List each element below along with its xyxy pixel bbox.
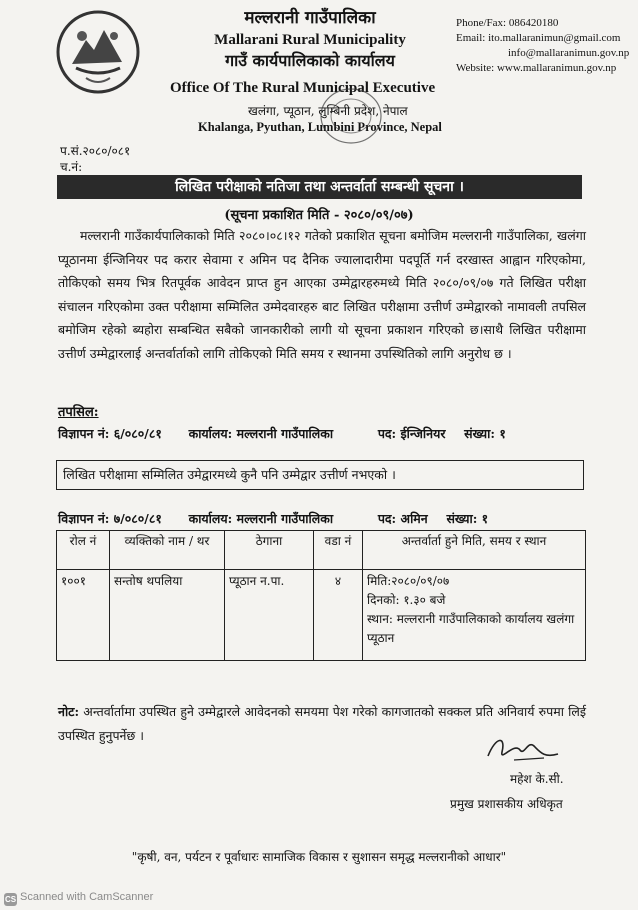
cell-address: प्यूठान न.पा.: [225, 570, 314, 661]
col-address: ठेगाना: [225, 531, 314, 570]
vacancy-1-office: कार्यालय: मल्लरानी गाउँपालिका: [188, 426, 334, 441]
chalani-number: च.नं:: [60, 160, 83, 174]
vacancy-1-result: लिखित परीक्षामा सम्मिलित उमेद्वारमध्ये कुनै पनि उम्मेद्वार उत्तीर्ण नभएको ।: [56, 460, 584, 490]
vacancy-1-info: [58, 425, 506, 442]
header-titles: [150, 6, 470, 72]
cell-interview: [363, 570, 586, 661]
result-table: [56, 530, 586, 661]
vacancy-2-no: विज्ञापन नं: ७/०८०/८१: [58, 511, 162, 526]
vacancy-2-count: संख्या: १: [446, 511, 489, 526]
vacancy-2-info: [58, 510, 488, 527]
patra-sankhya: प.सं.२०८०/०८१: [60, 144, 131, 158]
email-primary: Email: ito.mallaranimun@gmail.com: [456, 32, 621, 44]
signatory-post: प्रमुख प्रशासकीय अधिकृत: [450, 797, 563, 811]
notice-body: मल्लरानी गाउँकार्यपालिकाको मिति २०८०।०८।१२ गतेको प्रकाशित सूचना बमोजिम मल्लरानी गाउँपालिका, खलंगा प्यूठानमा ईन्जिनियर पद करार सेवामा र अमिन पद दैनिक ज्यालादारीमा पदपूर्ति गर्न दरखास्त आह्वान गरिएकोमा, तोकिएको समय भित्र रितपूर्वक आवेदन प्राप्त हुन आएका उम्मेद्वारहरुमध्ये मिति २०८०/०९/०७ गते लिखित परीक्षा संचालन गरिएकोमा उक्त परीक्षामा सम्मिलित उम्मेदवारहरु बाट लिखित परीक्षामा उत्तीर्ण उम्मेद्वारको नामावली तपसिल बमोजिम रहेको ब्यहोरा सम्बन्धित सबैको जानकारीको लागी यो सूचना प्रकाशन गरिएको छ।साथै लिखित परीक्षामा उत्तीर्ण उम्मेद्वारलाई अन्तर्वार्ताको लागि तोकिएको मिति समय र स्थानमा उपस्थितिको लागि अनुरोध छ ।: [58, 228, 586, 361]
note-text: अन्तर्वार्तामा उपस्थित हुने उम्मेद्वारले आवेदनको समयमा पेश गरेको कागजातको सक्कल प्रति अनिवार्य रुपमा लिई उपस्थित हुनुपर्नेछ ।: [58, 704, 586, 743]
table-row: [57, 570, 586, 661]
address-ne: खलंगा, प्यूठान, लुम्बिनी प्रदेश, नेपाल: [248, 104, 408, 118]
camscanner-watermark: [4, 891, 153, 906]
tapasil-heading: तपसिल:: [58, 405, 99, 420]
office-name-ne: गाउँ कार्यपालिकाको कार्यालय: [225, 51, 395, 70]
col-roll: रोल नं: [57, 531, 110, 570]
signatory-name: महेश के.सी.: [510, 772, 564, 786]
phone-fax: Phone/Fax: 086420180: [456, 17, 559, 29]
note-label: नोट:: [58, 704, 80, 719]
contact-block: [456, 16, 638, 76]
website: Website: www.mallaranimun.gov.np: [456, 62, 617, 74]
camscanner-logo-icon: CS: [4, 895, 17, 904]
interview-time: दिनको: १.३० बजे: [367, 593, 446, 607]
col-ward: वडा नं: [314, 531, 363, 570]
motto: "कृषी, वन, पर्यटन र पूर्वाधारः सामाजिक विकास र सुशासन समृद्ध मल्लरानीको आधार": [131, 850, 507, 864]
table-header-row: [57, 531, 586, 570]
vacancy-2-office: कार्यालय: मल्लरानी गाउँपालिका: [188, 511, 334, 526]
cell-ward: ४: [314, 570, 363, 661]
office-name-en: Office Of The Rural Municipal Executive: [170, 80, 436, 96]
col-interview: अन्तर्वार्ता हुने मिति, समय र स्थान: [363, 531, 586, 570]
address-en: Khalanga, Pyuthan, Lumbini Province, Nepal: [198, 120, 442, 134]
vacancy-1-count: संख्या: १: [464, 426, 506, 441]
cell-roll: १००१: [57, 570, 110, 661]
signature-icon: [484, 732, 564, 768]
col-name: व्यक्तिको नाम / थर: [110, 531, 225, 570]
interview-place: स्थान: मल्लरानी गाउँपालिकाको कार्यालय खलंगा प्यूठान: [367, 612, 575, 645]
notice-title: लिखित परीक्षाको नतिजा तथा अन्तर्वार्ता सम्बन्धी सूचना ।: [57, 175, 582, 199]
nepal-emblem-icon: [52, 6, 144, 98]
municipality-name-en: Mallarani Rural Municipality: [214, 32, 406, 48]
watermark-text: Scanned with CamScanner: [20, 891, 154, 903]
vacancy-1-no: विज्ञापन नं: ६/०८०/८१: [58, 426, 162, 441]
vacancy-1-post: पद: ईन्जिनियर: [377, 426, 446, 441]
cell-name: सन्तोष थपलिया: [110, 570, 225, 661]
municipality-name-ne: मल्लरानी गाउँपालिका: [244, 8, 376, 28]
published-date: (सूचना प्रकाशित मिति - २०८०/०९/०७): [224, 208, 414, 223]
office-stamp-icon: [318, 86, 384, 146]
interview-date: मिति:२०८०/०९/०७: [367, 574, 450, 588]
email-secondary: info@mallaranimun.gov.np: [508, 47, 630, 59]
vacancy-2-post: पद: अमिन: [377, 511, 428, 526]
